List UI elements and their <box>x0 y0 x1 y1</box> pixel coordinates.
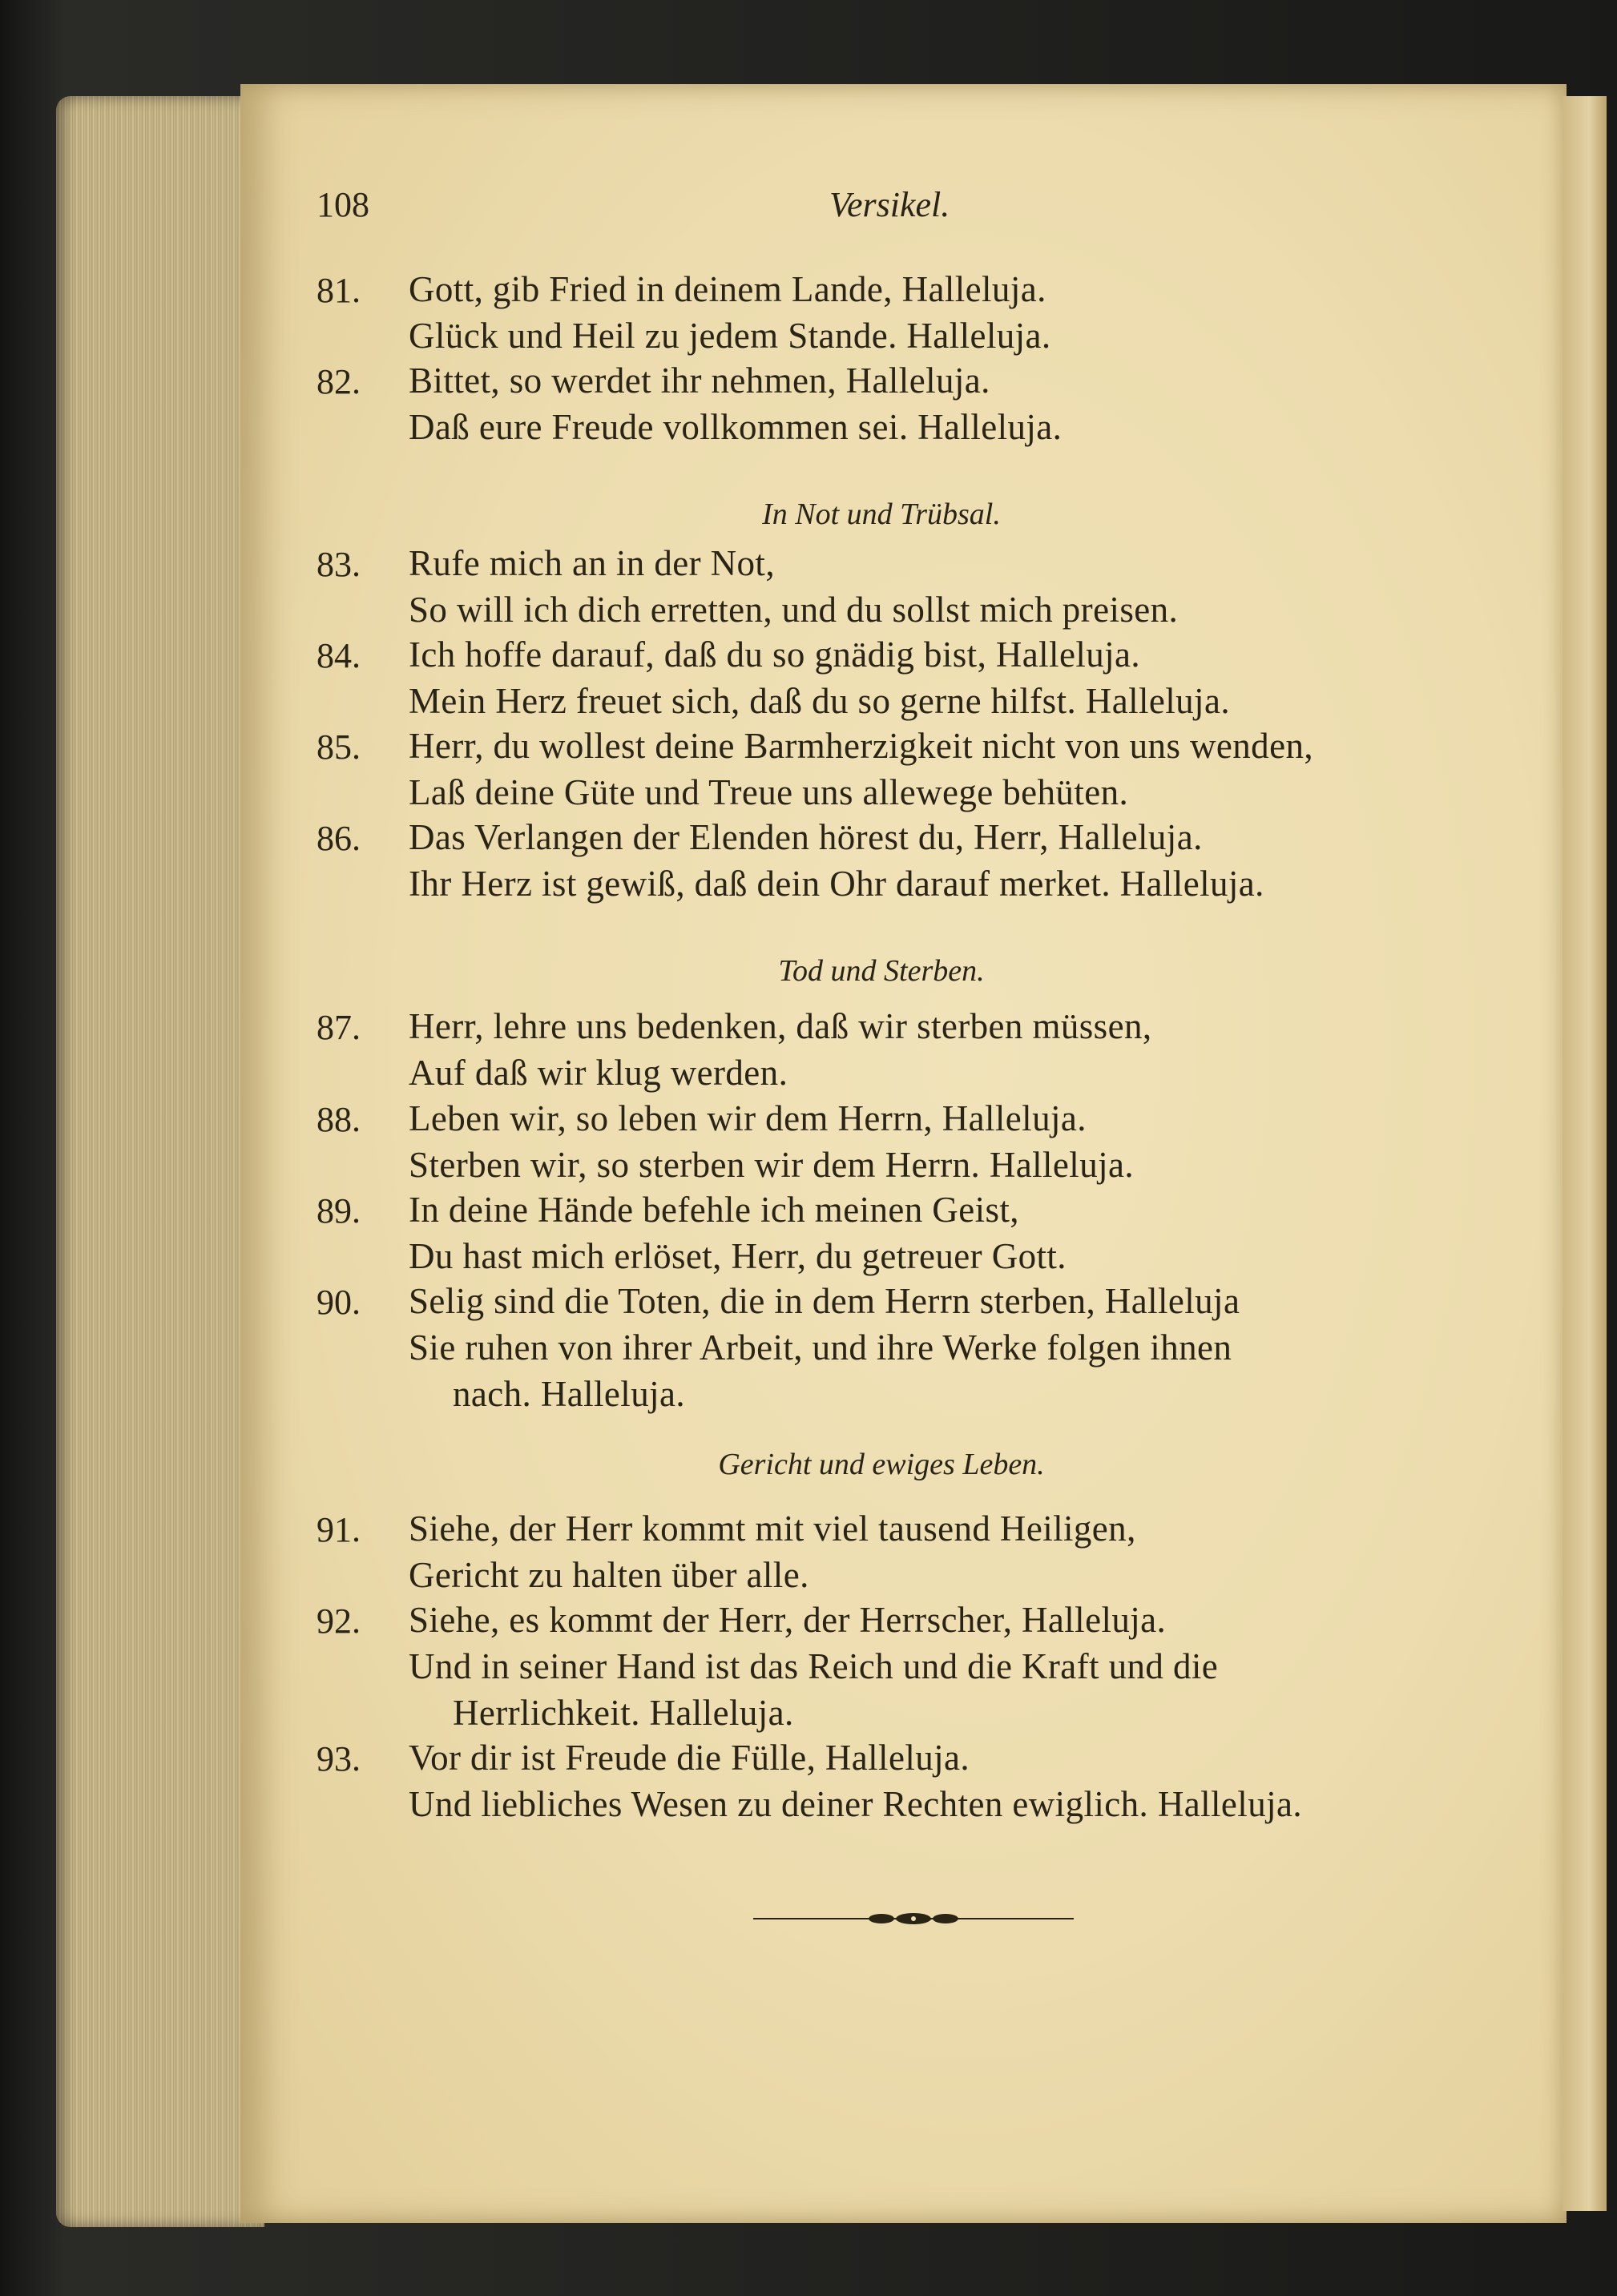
section-title-gericht: Gericht und ewiges Leben. <box>718 1448 1045 1481</box>
verse-line: Das Verlangen der Elenden hörest du, Herr, Halleluja. <box>409 817 1203 857</box>
verse-number: 81. <box>317 271 361 310</box>
verse-line: Ich hoffe darauf, daß du so gnädig bist, Halleluja. <box>409 634 1141 675</box>
verse-number: 82. <box>317 362 361 401</box>
verse-line: In deine Hände befehle ich meinen Geist, <box>409 1190 1019 1230</box>
verse-number: 88. <box>317 1100 361 1139</box>
verse-line: Mein Herz freuet sich, daß du so gerne hilfst. Halleluja. <box>409 681 1230 721</box>
verse-line: Gericht zu halten über alle. <box>409 1555 809 1595</box>
verse-line: Selig sind die Toten, die in dem Herrn sterben, Halleluja <box>409 1281 1240 1321</box>
section-title-not: In Not und Trübsal. <box>762 497 1001 531</box>
verse-line: Glück und Heil zu jedem Stande. Halleluja. <box>409 316 1051 356</box>
verse-line: Gott, gib Fried in deinem Lande, Halleluja. <box>409 269 1046 309</box>
verse-line: Siehe, es kommt der Herr, der Herrscher, Halleluja. <box>409 1600 1167 1640</box>
decorative-rule-icon <box>753 1911 1074 1927</box>
verse-line: So will ich dich erretten, und du sollst mich preisen. <box>409 590 1179 630</box>
verse-line: Laß deine Güte und Treue uns allewege behüten. <box>409 772 1129 812</box>
page-header <box>317 184 1494 232</box>
verse-line: Sterben wir, so sterben wir dem Herrn. Halleluja. <box>409 1145 1135 1185</box>
verse-number: 86. <box>317 819 361 858</box>
running-title: Versikel. <box>829 185 950 224</box>
verse-line: nach. Halleluja. <box>453 1374 686 1414</box>
verse-line: Rufe mich an in der Not, <box>409 543 775 583</box>
verse-line: Leben wir, so leben wir dem Herrn, Halleluja. <box>409 1098 1087 1138</box>
verse-line: Bittet, so werdet ihr nehmen, Halleluja. <box>409 361 990 401</box>
verse-line: Herr, lehre uns bedenken, daß wir sterben müssen, <box>409 1006 1152 1046</box>
page-edges <box>56 96 264 2227</box>
verse-line: Sie ruhen von ihrer Arbeit, und ihre Werke folgen ihnen <box>409 1327 1232 1368</box>
verse-line: Siehe, der Herr kommt mit viel tausend Heiligen, <box>409 1509 1136 1549</box>
verse-number: 93. <box>317 1739 361 1778</box>
verse-line: Herr, du wollest deine Barmherzigkeit nicht von uns wenden, <box>409 726 1313 766</box>
verse-line: Herrlichkeit. Halleluja. <box>453 1693 794 1733</box>
verse-line: Und liebliches Wesen zu deiner Rechten ewiglich. Halleluja. <box>409 1784 1303 1824</box>
page-number: 108 <box>317 185 369 224</box>
verse-line: Und in seiner Hand ist das Reich und die Kraft und die <box>409 1646 1219 1686</box>
verse-line: Daß eure Freude vollkommen sei. Halleluja. <box>409 407 1063 447</box>
verse-line: Ihr Herz ist gewiß, daß dein Ohr darauf merket. Halleluja. <box>409 864 1264 904</box>
facing-page-edge <box>1563 96 1607 2211</box>
verse-line: Auf daß wir klug werden. <box>409 1053 788 1093</box>
verse-number: 85. <box>317 727 361 767</box>
verse-number: 90. <box>317 1283 361 1322</box>
verse-number: 87. <box>317 1008 361 1047</box>
verse-number: 89. <box>317 1191 361 1231</box>
verse-number: 92. <box>317 1601 361 1641</box>
verse-line: Vor dir ist Freude die Fülle, Halleluja. <box>409 1738 970 1778</box>
verse-number: 91. <box>317 1510 361 1549</box>
verse-number: 83. <box>317 545 361 584</box>
section-title-tod: Tod und Sterben. <box>778 954 985 988</box>
verse-number: 84. <box>317 636 361 675</box>
verse-line: Du hast mich erlöset, Herr, du getreuer Gott. <box>409 1236 1067 1276</box>
